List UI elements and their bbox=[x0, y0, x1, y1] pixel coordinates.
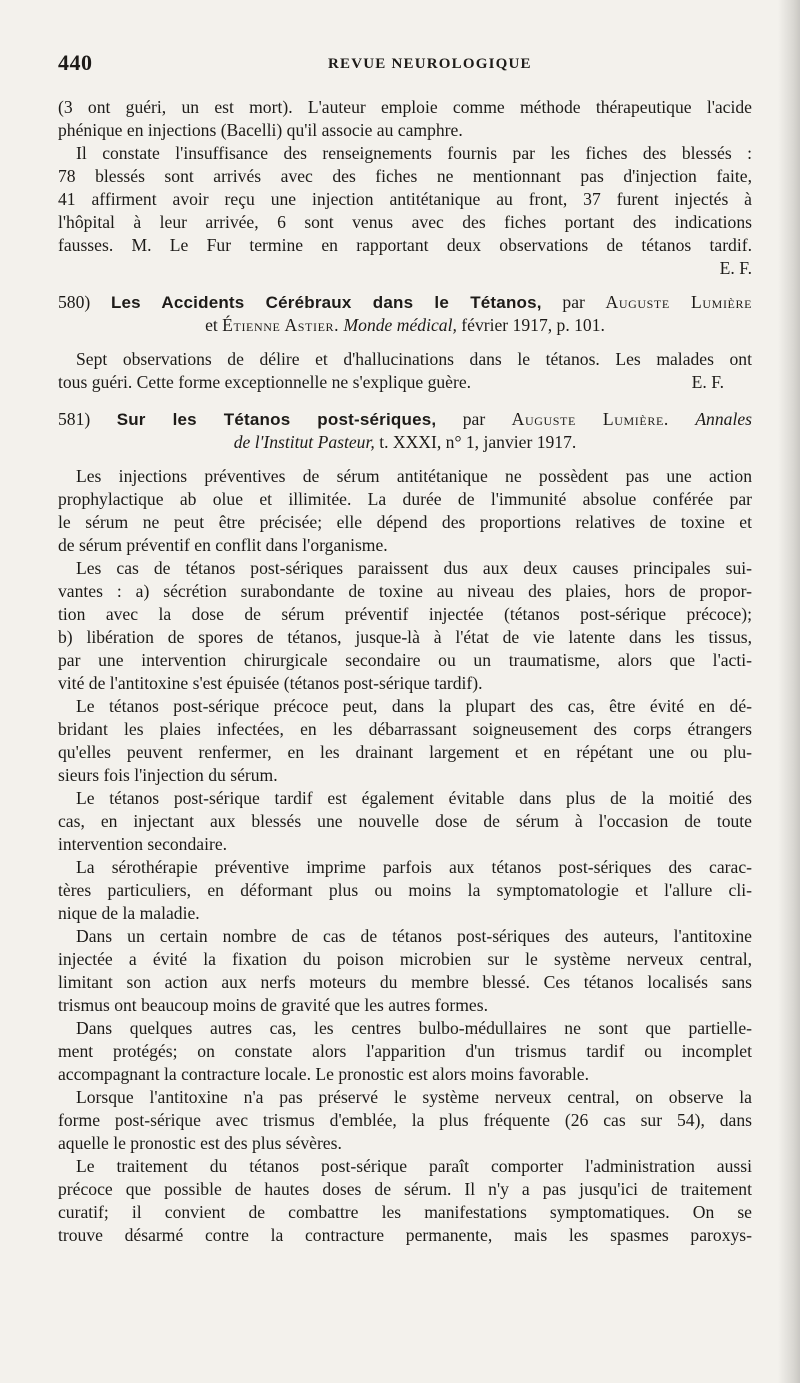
text-line: Les injections préventives de sérum antitétanique ne possèdent pas une action bbox=[76, 466, 752, 486]
paragraph bbox=[58, 557, 752, 695]
text-line: sieurs fois l'injection du sérum. bbox=[58, 765, 278, 785]
signature: E. F. bbox=[691, 372, 724, 392]
paragraph bbox=[58, 1155, 752, 1247]
entry-author: Auguste Lumière. bbox=[511, 409, 669, 429]
text-line: Il constate l'insuffisance des renseignements fournis par les fiches des blessés : bbox=[76, 143, 752, 163]
text-line: par une intervention chirurgicale secondaire ou un traumatisme, alors que l'acti- bbox=[58, 650, 752, 670]
text-line: La sérothérapie préventive imprime parfois aux tétanos post-sériques des carac- bbox=[76, 857, 752, 877]
paragraph bbox=[58, 695, 752, 787]
text-line: b) libération de spores de tétanos, jusque-là à l'état de vie latente dans les tissus, bbox=[58, 627, 752, 647]
text-line: trismus ont beaucoup moins de gravité que les autres formes. bbox=[58, 995, 488, 1015]
page-header bbox=[58, 50, 758, 78]
entry-citation: t. XXXI, n° 1, janvier 1917. bbox=[379, 432, 577, 452]
text-line: Dans un certain nombre de cas de tétanos post-sériques des auteurs, l'antitoxine bbox=[76, 926, 752, 946]
entry-by: par bbox=[462, 409, 486, 429]
page-number: 440 bbox=[58, 50, 93, 75]
entry-number: 581) bbox=[58, 409, 91, 429]
text-line: Le tétanos post-sérique précoce peut, dans la plupart des cas, être évité en dé- bbox=[76, 696, 752, 716]
entry-author: Auguste Lumière bbox=[605, 292, 753, 312]
text-line: Le tétanos post-sérique tardif est également évitable dans plus de la moitié des bbox=[76, 788, 752, 808]
text-line: Le traitement du tétanos post-sérique paraît comporter l'administration aussi bbox=[76, 1156, 752, 1176]
entry-number: 580) bbox=[58, 292, 91, 312]
text-line: phénique en injections (Bacelli) qu'il associe au camphre. bbox=[58, 120, 463, 140]
paragraph bbox=[58, 465, 752, 557]
text-line: injectée a évité la fixation du poison microbien sur le système nerveux central, bbox=[58, 949, 752, 969]
text-line: bridant les plaies infectées, en les débarrassant soigneusement des corps étrangers bbox=[58, 719, 752, 739]
text-line: fausses. M. Le Fur termine en rapportant deux observations de tétanos tardif. bbox=[58, 235, 752, 255]
text-line: le sérum ne peut être précisée; elle dépend des proportions relatives de toxine et bbox=[58, 512, 752, 532]
paragraph bbox=[58, 1017, 752, 1086]
text-line: précoce que possible de hautes doses de sérum. Il n'y a pas jusqu'ici de traitement bbox=[58, 1179, 752, 1199]
text-line: ment protégés; on constate alors l'apparition d'un trismus tardif ou incomplet bbox=[58, 1041, 752, 1061]
entry-citation-line bbox=[58, 314, 752, 337]
entry-by: par bbox=[562, 292, 585, 312]
entry-title: Sur les Tétanos post-sériques, bbox=[116, 410, 437, 429]
paragraph bbox=[58, 787, 752, 856]
text-line: (3 ont guéri, un est mort). L'auteur emploie comme méthode thérapeutique l'acide bbox=[58, 97, 752, 117]
text-line: Lorsque l'antitoxine n'a pas préservé le système nerveux central, on observe la bbox=[76, 1087, 752, 1107]
entry-title-line bbox=[58, 408, 752, 431]
text-line: vantes : a) sécrétion surabondante de toxine au niveau des plaies, hors de propor- bbox=[58, 581, 752, 601]
text-line: 78 blessés sont arrivés avec des fiches ne mentionnant pas d'injection faite, bbox=[58, 166, 752, 186]
text-line: vité de l'antitoxine s'est épuisée (tétanos post-sérique tardif). bbox=[58, 673, 483, 693]
paragraph bbox=[58, 856, 752, 925]
text-line: tères particuliers, en déformant plus ou moins la symptomatologie et l'allure cli- bbox=[58, 880, 752, 900]
entry-title: Les Accidents Cérébraux dans le Tétanos, bbox=[110, 293, 542, 312]
text-line: aquelle le pronostic est des plus sévères. bbox=[58, 1133, 342, 1153]
text-line: Sept observations de délire et d'hallucinations dans le tétanos. Les malades ont bbox=[76, 349, 752, 369]
entry-journal: de l'Institut Pasteur, bbox=[233, 432, 375, 452]
text-line: accompagnant la contracture locale. Le pronostic est alors moins favorable. bbox=[58, 1064, 590, 1084]
entry-conjunction: et bbox=[205, 315, 218, 335]
text-line: nique de la maladie. bbox=[58, 903, 200, 923]
entry-580 bbox=[58, 291, 752, 394]
entry-581 bbox=[58, 408, 752, 1247]
page-body bbox=[58, 96, 752, 1247]
entry-title-line bbox=[58, 291, 752, 314]
text-line: tous guéri. Cette forme exceptionnelle ne s'explique guère. E. F. bbox=[58, 372, 724, 392]
paragraph bbox=[58, 1086, 752, 1155]
text-line: qu'elles peuvent renfermer, en les drainant largement et en répétant une ou plu- bbox=[58, 742, 752, 762]
text-line: forme post-sérique avec trismus d'emblée, la plus fréquente (26 cas sur 54), dans bbox=[58, 1110, 752, 1130]
text-line: 41 affirment avoir reçu une injection antitétanique au front, 37 furent injectés à bbox=[58, 189, 752, 209]
entry-journal: Monde médical, bbox=[343, 315, 457, 335]
signature: E. F. bbox=[719, 258, 752, 278]
text-line: tion avec la dose de sérum préventif injectée (tétanos post-sérique précoce); bbox=[58, 604, 752, 624]
text-line: trouve désarmé contre la contracture permanente, mais les spasmes paroxys- bbox=[58, 1225, 752, 1245]
text-line: intervention secondaire. bbox=[58, 834, 228, 854]
page-edge-shadow bbox=[778, 0, 800, 1383]
text-line: cas, en injectant aux blessés une nouvelle dose de sérum à l'occasion de toute bbox=[58, 811, 752, 831]
text-line: Dans quelques autres cas, les centres bulbo-médullaires ne sont que partielle- bbox=[76, 1018, 752, 1038]
paragraph bbox=[58, 925, 752, 1017]
text-line: de sérum préventif en conflit dans l'organisme. bbox=[58, 535, 388, 555]
entry-author: Étienne Astier. bbox=[222, 315, 340, 335]
entry-citation-line bbox=[58, 431, 752, 454]
text-line: Les cas de tétanos post-sériques paraissent dus aux deux causes principales sui- bbox=[76, 558, 752, 578]
text-line: prophylactique ab olue et illimitée. La durée de l'immunité absolue conférée par bbox=[58, 489, 752, 509]
intro-paragraph bbox=[58, 96, 752, 280]
text-line: limitant son action aux nerfs moteurs du membre blessé. Ces tétanos localisés sans bbox=[58, 972, 752, 992]
text-line: curatif; il convient de combattre les manifestations symptomatiques. On se bbox=[58, 1202, 752, 1222]
entry-citation: février 1917, p. 101. bbox=[461, 315, 605, 335]
entry-journal: Annales bbox=[695, 409, 752, 429]
text-line: l'hôpital à leur arrivée, 6 sont venus avec des fiches portant des indications bbox=[58, 212, 752, 232]
running-head: REVUE NEUROLOGIQUE bbox=[328, 56, 532, 72]
